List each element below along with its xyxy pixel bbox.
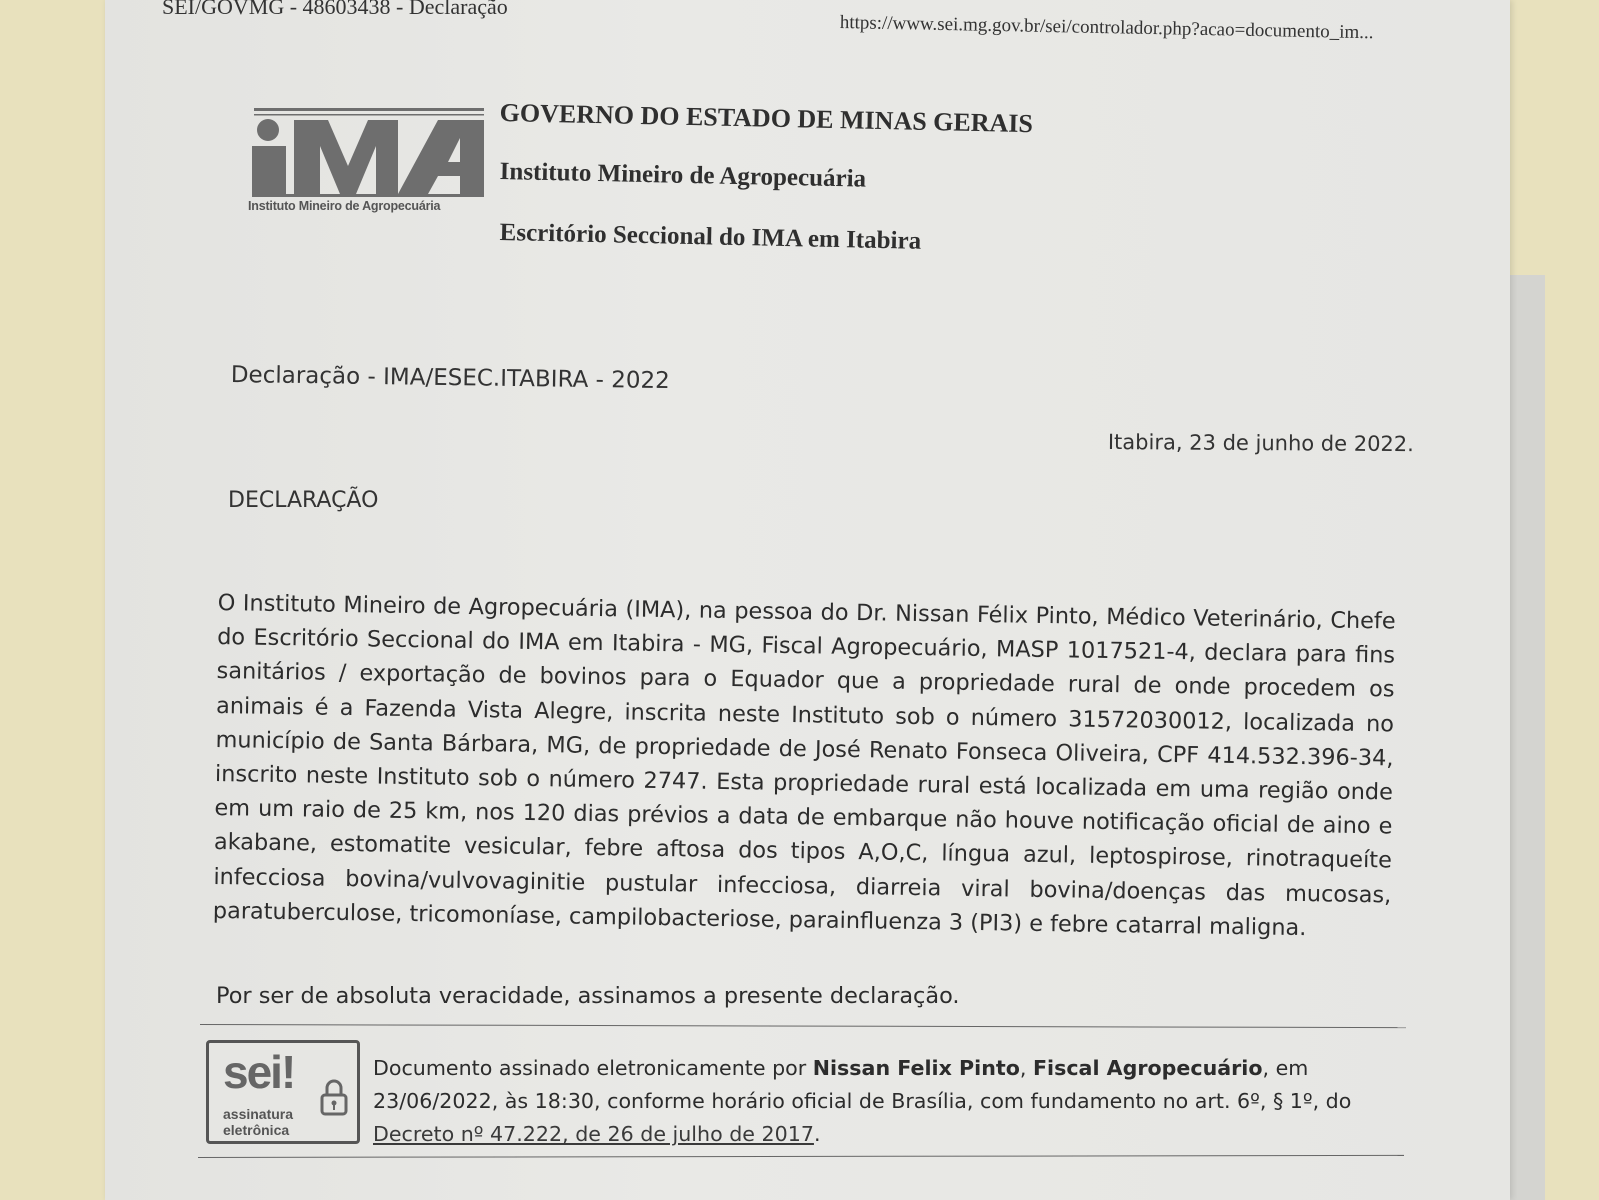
signature-prefix: Documento assinado eletronicamente por [373,1056,813,1080]
institute-name: Instituto Mineiro de Agropecuária [499,158,867,193]
document-title: Declaração - IMA/ESEC.ITABIRA - 2022 [230,362,670,395]
declaration-closing: Por ser de absoluta veracidade, assinamos a presente declaração. [216,983,960,1009]
signature-middle: , em 23/06/2022, às 18:30, conforme horário oficial de Brasília, com fundamento no art. 6º, § 1º, do [373,1056,1352,1113]
declaration-body: O Instituto Mineiro de Agropecuária (IMA), na pessoa do Dr. Nissan Félix Pinto, Médico Veterinário, Chefe do Escritório Seccional do IMA em Itabira - MG, Fiscal Agropecuário, MASP 1017521-4, declara para fins sanitários / exportação de bovinos para o Equador que a propriedade rural de onde procedem os animais é a Fazenda Vista Alegre, inscrita neste Instituto sob o número 31572030012, localizada no município de Santa Bárbara, MG, de propriedade de José Renato Fonseca Oliveira, CPF 414.532.396-34, inscrito neste Instituto sob o número 2747. Esta propriedade rural está localizada em uma região onde em um raio de 25 km, nos 120 dias prévios a data de embarque não houve notificação oficial de aino e akabane, estomatite vesicular, febre aftosa dos tipos A,O,C, língua azul, leptospirose, rinotraqueíte infecciosa bovina/vulvovaginitie pustular infecciosa, diarreia viral bovina/doenças das mucosas, paratuberculose, tricomoníase, campilobacteriose, parainfluenza 3 (PI3) e febre catarral maligna. [212,589,1396,941]
signer-name: Nissan Felix Pinto [812,1056,1020,1080]
sei-badge-word: sei! [223,1046,295,1098]
decree-link[interactable]: Decreto nº 47.222, de 26 de julho de 2017 [373,1122,814,1146]
office-name: Escritório Seccional do IMA em Itabira [499,219,922,255]
signature-statement [373,1052,1393,1151]
background-sheet-tab [1505,275,1545,1200]
print-header-url: https://www.sei.mg.gov.br/sei/controlador.php?acao=documento_im... [839,12,1374,44]
document-date: Itabira, 23 de junho de 2022. [1107,430,1414,457]
signer-role: Fiscal Agropecuário [1032,1056,1263,1080]
logo-caption: Instituto Mineiro de Agropecuária [248,199,441,213]
sei-badge-line1: assinatura [223,1106,294,1122]
signature-end: . [813,1122,821,1146]
sei-signature-badge [206,1040,360,1144]
sei-badge-line2: eletrônica [223,1122,290,1138]
document-heading: DECLARAÇÃO [228,488,379,513]
lock-icon [319,1077,349,1117]
government-name: GOVERNO DO ESTADO DE MINAS GERAIS [499,98,1034,139]
signature-comma: , [1019,1056,1033,1080]
print-header-title: SEI/GOVMG - 48603438 - Declaração [162,0,508,19]
